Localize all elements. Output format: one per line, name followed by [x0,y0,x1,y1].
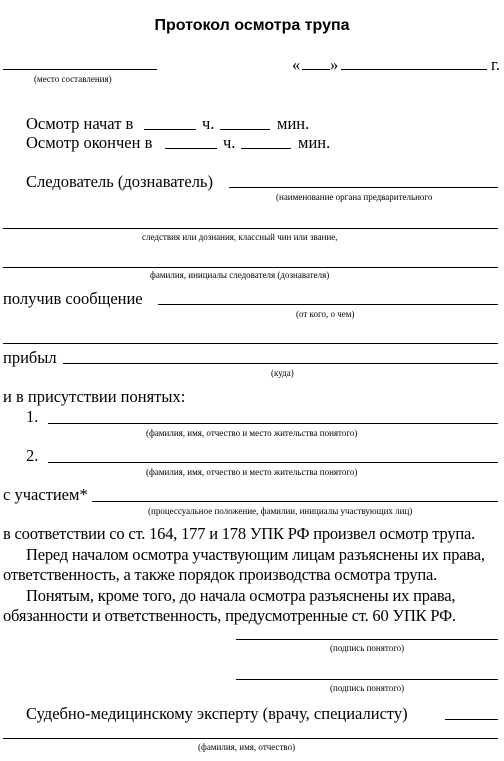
witness-1-number: 1. [26,407,39,426]
start-time-prefix: Осмотр начат в [26,114,134,133]
paragraph-2-line-2: ответственность, а также порядок производства осмотра трупа. [3,565,438,584]
place-caption: (место составления) [34,74,112,84]
paragraph-2-line-1: Перед началом осмотра участвующим лицам разъяснены их права, [26,545,485,564]
witness-2-line[interactable] [48,462,498,463]
participation-label: с участием* [3,485,88,504]
start-hours-label: ч. [202,114,215,133]
witness-2-number: 2. [26,446,39,465]
arrived-line[interactable] [63,363,498,364]
investigator-caption-2: следствия или дознания, классный чин или звание, [142,232,338,242]
end-hours-label: ч. [223,133,236,152]
end-time-prefix: Осмотр окончен в [26,133,153,152]
start-minutes-line[interactable] [220,129,270,130]
investigator-caption-1: (наименование органа предварительного [276,192,433,202]
investigator-caption-3: фамилия, инициалы следователя (дознавателя) [150,270,330,280]
witness-signature-2-line[interactable] [236,679,498,680]
investigator-label: Следователь (дознаватель) [26,172,213,191]
participation-line[interactable] [92,501,498,502]
investigator-line-2[interactable] [3,228,498,229]
message-line-2[interactable] [3,343,498,344]
expert-line-1[interactable] [445,719,498,720]
witness-1-caption: (фамилия, имя, отчество и место жительства понятого) [146,428,358,438]
witness-signature-1-line[interactable] [236,639,498,640]
end-minutes-line[interactable] [241,148,291,149]
expert-caption: (фамилия, имя, отчество) [198,742,296,752]
date-day-line[interactable] [302,69,330,70]
witness-signature-2-caption: (подпись понятого) [330,683,405,693]
message-label: получив сообщение [3,289,143,308]
witness-2-caption: (фамилия, имя, отчество и место жительства понятого) [146,467,358,477]
date-year-suffix: г. [491,55,501,74]
start-minutes-label: мин. [277,114,310,133]
date-month-line[interactable] [341,69,487,70]
paragraph-3-line-1: Понятым, кроме того, до начала осмотра разъяснены их права, [26,586,456,605]
expert-line-2[interactable] [3,738,498,739]
end-minutes-label: мин. [298,133,331,152]
witness-1-line[interactable] [48,423,498,424]
participation-caption: (процессуальное положение, фамилии, инициалы участвующих лиц) [148,506,413,516]
paragraph-1: в соответствии со ст. 164, 177 и 178 УПК РФ произвел осмотр трупа. [3,524,476,543]
paragraph-3-line-2: обязанности и ответственность, предусмотренные ст. 60 УПК РФ. [3,606,456,625]
message-caption: (от кого, о чем) [296,309,355,319]
end-hours-line[interactable] [165,148,217,149]
witness-signature-1-caption: (подпись понятого) [330,643,405,653]
document-title: Протокол осмотра трупа [154,17,350,34]
witnesses-label: и в присутствии понятых: [3,387,186,406]
investigator-line-1[interactable] [229,187,498,188]
start-hours-line[interactable] [144,129,196,130]
arrived-caption: (куда) [271,368,294,378]
date-quote-close: » [330,55,339,74]
message-line-1[interactable] [158,304,498,305]
investigator-line-3[interactable] [3,267,498,268]
arrived-label: прибыл [3,348,57,367]
date-quote-open: « [292,55,301,74]
place-field-line[interactable] [3,69,157,70]
expert-label: Судебно-медицинскому эксперту (врачу, специалисту) [26,704,408,723]
